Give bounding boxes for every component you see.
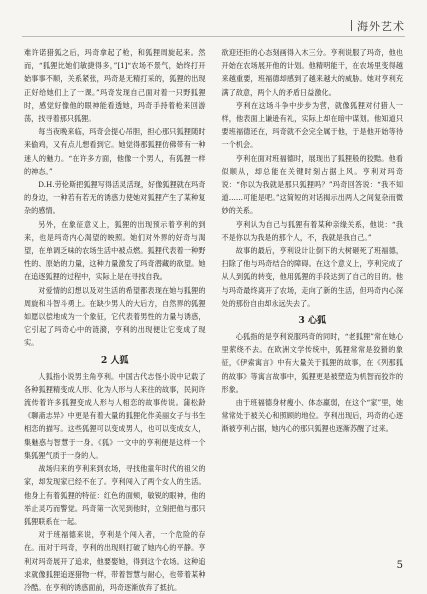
- paragraph: 亨利在这场斗争中步步为营，就像狐狸对付猎人一样，他表面上谦逊有礼，实际上却在暗中谋划。他知道只要班福德还在，玛奇就不会完全属于他，于是他开始等待一个机会。: [221, 100, 403, 150]
- paragraph: 另外，在象征意义上，狐狸的出现预示着亨利的到来，也是玛奇内心渴望的映照。她们对外界的好奇与渴望，在单调乏味的农场生活中被点燃。狐狸代表着一种野性的、原始的力量，这种力量激发了玛奇潜藏的欲望。她在追逐狐狸的过程中，实际上是在寻找自我。: [24, 219, 206, 282]
- paragraph: 心狐指的是亨利说服玛奇的同时，“老狐狸”常在她心里萦绕不去。在欧洲文学传统中，狐狸常常是狡猾的象征，《伊索寓言》中有大量关于狐狸的故事，在《列那狐的故事》等寓言故事中，狐狸更是被塑造为机智而狡诈的形象。: [221, 332, 403, 394]
- paragraph: 亨利认为自己与狐狸有着某种亲缘关系，他说：“我不是你以为我是的那个人，不，我就是我自己。”: [221, 219, 403, 242]
- paragraph: 难许诺猎狐之后，玛奇拿起了枪，和狐狸周旋起来。然而，“狐狸比她们敏捷得多，”[1]“农场不景气，始终打开始事事不顺，关系紧张，玛奇是无精打采的，狐狸的出现正好给她们上了一课。”玛奇发现自己面对着一只野狐狸时，感觉好像他的眼神能看透她，玛奇手持着枪来回游荡，找寻着那只狐狸。: [24, 48, 206, 124]
- header-divider: [351, 20, 352, 31]
- paragraph: D.H.劳伦斯把狐狸写得活灵活现，好像狐狸就在玛奇的身边，一种若有若无的诱惑力使她对狐狸产生了某种复杂的感情。: [24, 180, 206, 216]
- paragraph: 对于班福德来说，亨利是个闯入者，一个危险的存在。而对于玛奇，亨利的出现则打破了她内心的平静。亨利对玛奇展开了追求，他要娶她，得到这个农场。这种追求就像狐狸追逐猎物一样，带着智慧与耐心，也带着某种冷酷。在亨利的诱惑面前，玛奇逐渐放弃了抵抗。: [24, 530, 206, 592]
- page-number: 5: [396, 560, 403, 571]
- article-body: [24, 46, 403, 592]
- left-column: [24, 46, 206, 592]
- paragraph: 对爱情的幻想以及对生活的希望都表现在她与狐狸的周旋和斗智斗勇上。在缺少男人的大后方，自然界的狐狸如愿以偿地成为一个象征，它代表着男性的力量与诱惑，它引起了玛奇心中的涟漪，亨利的出现便让它变成了现实。: [24, 285, 206, 348]
- journal-title: [351, 18, 405, 34]
- journal-title-text: 海外艺术: [357, 20, 405, 33]
- right-column: [222, 46, 404, 553]
- paragraph: 每当夜晚来临，玛奇会提心吊胆，担心那只狐狸随时来偷鸡，又有点儿想看到它。她觉得那狐狸仿佛带有一种迷人的魅力。“在许多方面，他像一个男人，有狐狸一样的神态。”: [24, 127, 206, 176]
- page-header: [22, 16, 405, 37]
- paragraph: 故事的最后，亨利设计让倒下的大树砸死了班福德，扫除了他与玛奇结合的障碍。在这个意义上，亨利完成了从人到狐的转变，他用狐狸的手段达到了自己的目的。他与玛奇最终离开了农场，走向了新的生活，但玛奇内心深处的那份自由却永远失去了。: [221, 246, 403, 308]
- paragraph: 亨利在面对班福德时，展现出了狐狸般的狡黠。他看似顺从，却总能在关键时刻占据上风。亨利对玛奇说：“你以为我就是那只狐狸吗？”玛奇回答说：“我不知道……可能是吧。”这简短的对话揭示出两人之间复杂而微妙的关系。: [221, 153, 403, 216]
- paragraph: 战场归来的亨利来到农场，寻找他童年时代的祖父的家，却发现家已经不在了。亨利闯入了两个女人的生活。他身上有着狐狸的特征：红色的面颊，敏锐的眼神，他的举止灵巧而警觉。玛奇第一次见到他时，立刻把他与那只狐狸联系在一起。: [24, 464, 206, 526]
- paragraph: 人狐指小说男主角亨利。中国古代志怪小说中记载了各种狐狸精变成人形、化为人形与人来往的故事，民间许流传着许多狐狸变成人形与人相恋的故事传说。蒲松龄《聊斋志异》中更是有着大量的狐狸化作美丽女子与书生相恋的描写。这些狐狸可以变成男人，也可以变成女人，集魅惑与智慧于一身。《狐》一文中的亨利便是这样一个集狐狸气质于一身的人。: [24, 371, 206, 460]
- paragraph: 欲迎还拒的心态刻画得入木三分。亨利说服了玛奇，他也开始在农场展开他的计划。他精明能干，在农场里变得越来越重要，班福德却感到了越来越大的威胁。她对亨利充满了敌意，两个人的矛盾日益激化。: [221, 48, 403, 97]
- section-heading: 2 人狐: [101, 355, 129, 366]
- paragraph: 由于班福德身材瘦小、体态羸弱，在这个“家”里，她常常处于被关心和照顾的地位。亨利出现后，玛奇的心逐渐被亨利占据，她内心的那只狐狸也逐渐苏醒了过来。: [221, 398, 403, 434]
- section-heading: 3 心狐: [298, 316, 326, 327]
